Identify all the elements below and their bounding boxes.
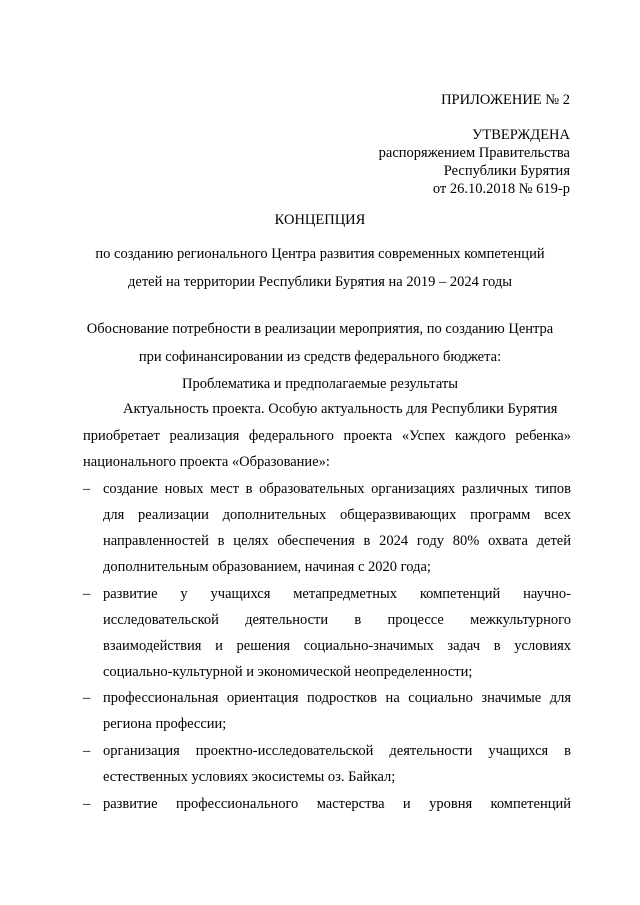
approved-label: УТВЕРЖДЕНА: [472, 127, 570, 143]
list-item-line: организация проектно-исследовательской деятельности учащихся в: [103, 743, 571, 759]
list-item-line: региона профессии;: [103, 716, 227, 732]
list-item-line: профессиональная ориентация подростков на социально значимые для: [103, 690, 571, 706]
intro-line1: Актуальность проекта. Особую актуальность для Республики Бурятия: [123, 401, 558, 417]
document-title: КОНЦЕПЦИЯ: [274, 212, 366, 228]
list-item-line: дополнительным образованием, начиная с 2020 года;: [103, 559, 431, 575]
approved-by-line1: распоряжением Правительства: [378, 145, 570, 161]
section-subheading: Проблематика и предполагаемые результаты: [182, 376, 458, 392]
list-item-line: для реализации дополнительных общеразвивающих программ всех: [103, 507, 571, 523]
list-item-line: естественных условиях экосистемы оз. Байкал;: [103, 769, 396, 785]
list-bullet: –: [83, 743, 91, 759]
approval-date: от 26.10.2018 № 619-р: [432, 181, 570, 197]
approved-by-line2: Республики Бурятия: [443, 163, 570, 179]
list-item-line: развитие профессионального мастерства и уровня компетенций: [103, 796, 571, 812]
list-item-line: развитие у учащихся метапредметных компетенций научно-: [103, 586, 571, 602]
intro-line3: национального проекта «Образование»:: [83, 454, 330, 470]
section-heading-line1: Обоснование потребности в реализации мероприятия, по созданию Центра: [86, 321, 554, 337]
list-bullet: –: [83, 481, 91, 497]
section-heading-line2: при софинансировании из средств федерального бюджета:: [138, 349, 502, 365]
list-bullet: –: [83, 690, 91, 706]
list-item-line: исследовательской деятельности в процессе межкультурного: [103, 612, 571, 628]
list-item-line: создание новых мест в образовательных организациях различных типов: [103, 481, 571, 497]
list-bullet: –: [83, 586, 91, 602]
list-bullet: –: [83, 796, 91, 812]
list-item-line: направленностей в целях обеспечения в 2024 году 80% охвата детей: [103, 533, 571, 549]
list-item-line: взаимодействия и решения социально-значимых задач в условиях: [103, 638, 571, 654]
intro-line2: приобретает реализация федерального проекта «Успех каждого ребенка»: [83, 428, 571, 444]
document-subtitle-line1: по созданию регионального Центра развития современных компетенций: [95, 246, 545, 262]
list-item-line: социально-культурной и экономической неопределенности;: [103, 664, 473, 680]
appendix-label: ПРИЛОЖЕНИЕ № 2: [441, 92, 570, 108]
document-subtitle-line2: детей на территории Республики Бурятия на 2019 – 2024 годы: [128, 274, 512, 290]
